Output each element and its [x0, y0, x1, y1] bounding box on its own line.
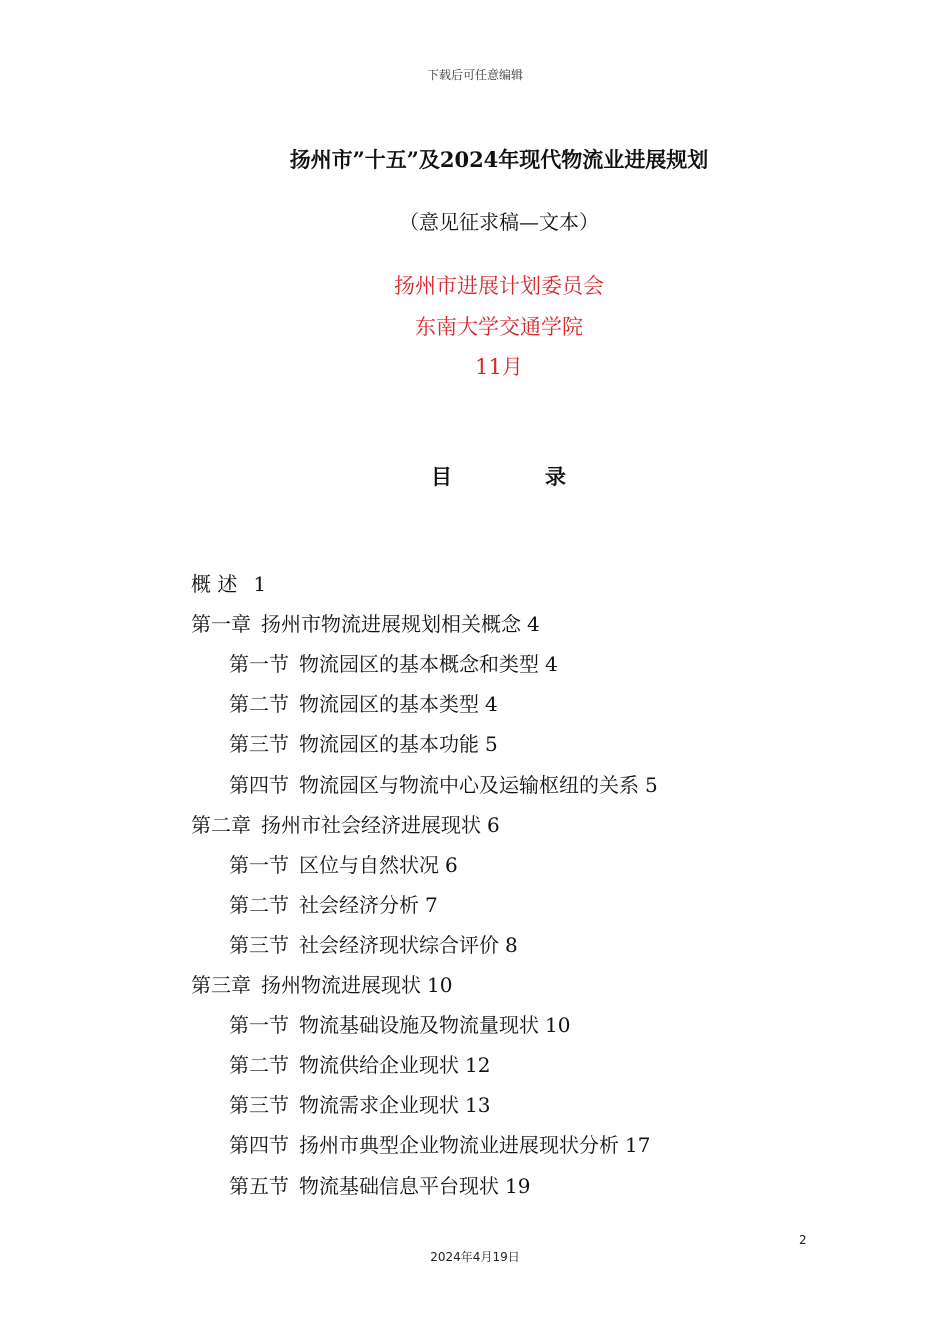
toc-entry-page: 12	[465, 1053, 491, 1078]
toc-entry-title: 社会经济分析	[299, 892, 419, 917]
footer-date: 2024年4月19日	[430, 1250, 520, 1264]
toc-heading-right: 录	[545, 464, 566, 489]
toc-entry-title: 扬州物流进展现状	[261, 973, 421, 997]
org-line-university: 东南大学交通学院	[415, 315, 583, 339]
toc-entry-page: 5	[485, 732, 498, 757]
toc-entry-page: 4	[485, 692, 498, 717]
toc-entry-page: 7	[425, 892, 438, 917]
toc-entry-label: 第一节	[229, 652, 289, 677]
toc-entry-label: 第二章	[191, 812, 251, 837]
toc-entry[interactable]	[191, 972, 452, 998]
toc-entry-title: 物流园区与物流中心及运输枢纽的关系	[299, 772, 639, 797]
document-subtitle: （意见征求稿—文本）	[399, 210, 599, 234]
toc-entry-title: 扬州市典型企业物流业进展现状分析	[299, 1133, 619, 1158]
toc-entry-title: 物流基础信息平台现状	[299, 1173, 499, 1198]
toc-entry-page: 17	[625, 1133, 651, 1158]
toc-entry[interactable]	[191, 812, 500, 838]
toc-entry-page: 10	[545, 1013, 571, 1038]
toc-entry[interactable]	[229, 1052, 490, 1078]
toc-entry[interactable]	[229, 932, 518, 958]
toc-entry[interactable]	[229, 892, 438, 918]
toc-entry[interactable]	[229, 691, 498, 717]
toc-entry-label: 第二节	[229, 692, 289, 717]
org-line-date: 11月	[475, 355, 523, 379]
toc-entry[interactable]	[229, 772, 658, 798]
toc-entry-title: 扬州市社会经济进展现状	[261, 812, 481, 837]
toc-entry-page: 5	[645, 772, 658, 797]
org-line-planning-committee: 扬州市进展计划委员会	[394, 274, 604, 298]
toc-entry-label: 第四节	[229, 1133, 289, 1158]
page-header: 下载后可任意编辑	[426, 68, 523, 82]
toc-entry-label: 概 述	[191, 572, 238, 596]
toc-entry-label: 第二节	[229, 892, 289, 917]
toc-entry-page: 4	[527, 612, 540, 637]
page-number: 2	[799, 1233, 807, 1247]
toc-entry-title: 扬州市物流进展规划相关概念	[261, 612, 521, 637]
toc-entry-label: 第五节	[229, 1173, 289, 1198]
toc-entry[interactable]	[229, 852, 458, 878]
toc-entry-label: 第三节	[229, 1093, 289, 1118]
toc-entry[interactable]	[229, 1092, 490, 1118]
toc-entry-label: 第三节	[229, 932, 289, 957]
toc-entry[interactable]	[229, 1173, 530, 1199]
document-title: 扬州市”十五”及2024年现代物流业进展规划	[289, 147, 709, 172]
toc-entry-label: 第一节	[229, 1013, 289, 1038]
toc-entry-title: 社会经济现状综合评价	[299, 932, 499, 957]
toc-entry[interactable]	[229, 651, 558, 677]
toc-entry-label: 第四节	[229, 772, 289, 797]
toc-entry-page: 19	[505, 1173, 531, 1198]
toc-entry-page: 10	[427, 973, 453, 997]
toc-heading-left: 目	[431, 464, 452, 489]
toc-entry-label: 第三章	[191, 973, 251, 997]
toc-entry-page: 8	[505, 932, 518, 957]
toc-entry[interactable]	[191, 571, 266, 597]
toc-entry-title: 物流园区的基本类型	[299, 692, 479, 717]
toc-entry-label: 第三节	[229, 732, 289, 757]
toc-entry-page: 13	[465, 1093, 491, 1118]
toc-entry[interactable]	[191, 611, 540, 637]
toc-entry-title: 物流园区的基本功能	[299, 732, 479, 757]
toc-entry-page: 1	[253, 572, 267, 596]
toc-entry-label: 第一节	[229, 852, 289, 877]
toc-entry-title: 物流基础设施及物流量现状	[299, 1013, 539, 1038]
toc-entry[interactable]	[229, 731, 498, 757]
toc-entry-title: 区位与自然状况	[299, 852, 439, 877]
toc-entry-title: 物流园区的基本概念和类型	[299, 652, 539, 677]
toc-entry[interactable]	[229, 1132, 650, 1158]
toc-entry-page: 6	[487, 812, 500, 837]
toc-entry-label: 第一章	[191, 612, 251, 637]
toc-entry-page: 4	[545, 652, 558, 677]
toc-entry-label: 第二节	[229, 1053, 289, 1078]
toc-entry[interactable]	[229, 1012, 570, 1038]
toc-entry-page: 6	[445, 852, 458, 877]
toc-entry-title: 物流需求企业现状	[299, 1093, 459, 1118]
toc-entry-title: 物流供给企业现状	[299, 1053, 459, 1078]
